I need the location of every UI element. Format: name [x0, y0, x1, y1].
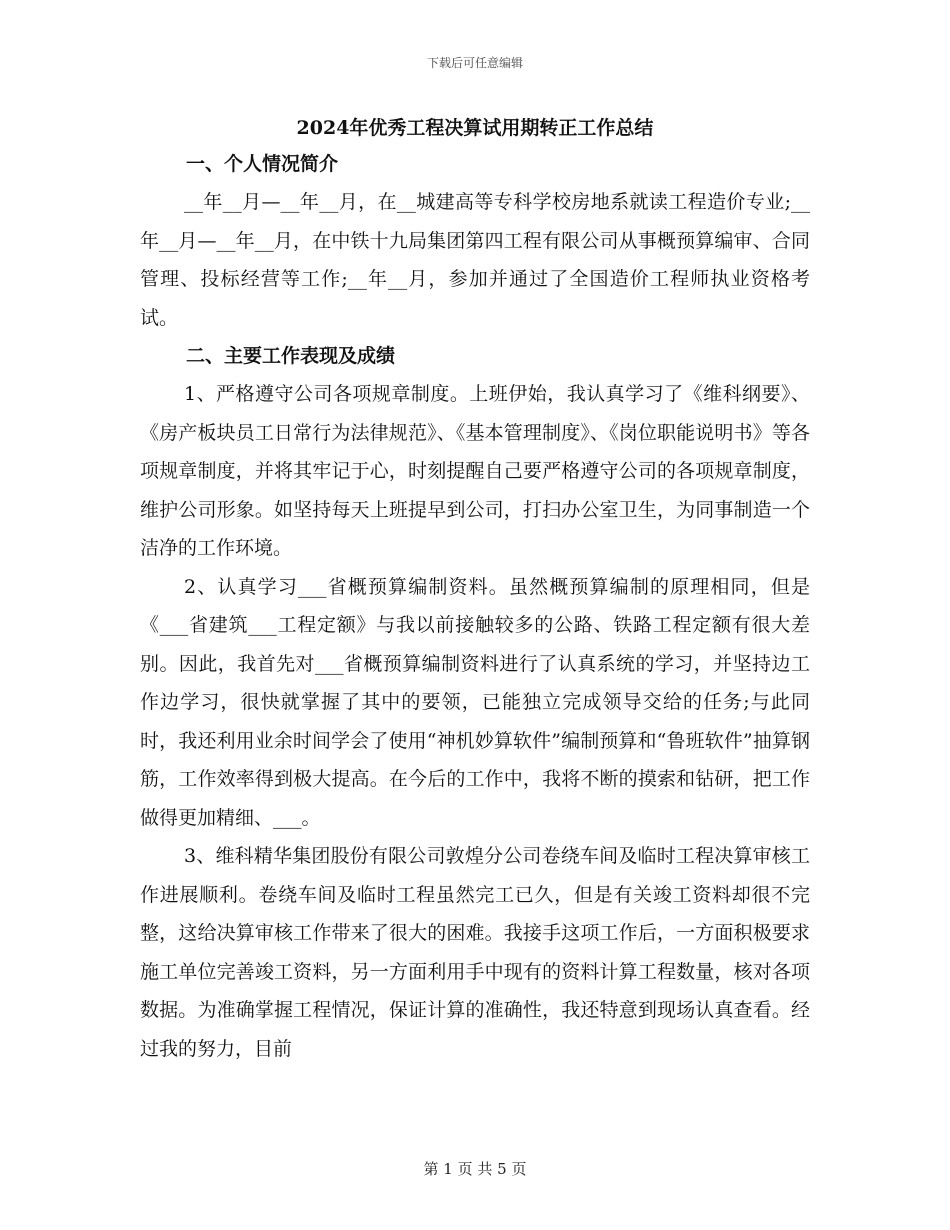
- section-heading-personal-info: 一、个人情况简介: [186, 153, 339, 175]
- document-body: [140, 145, 810, 1068]
- section-heading-main-work: 二、主要工作表现及成绩: [186, 345, 396, 367]
- document-title: 2024年优秀工程决算试用期转正工作总结: [296, 117, 654, 139]
- page-header-note: 下载后可任意编辑: [426, 56, 523, 70]
- paragraph-budget-study: 2、认真学习___省概预算编制资料。虽然概预算编制的原理相同，但是《___省建筑___工程定额》与我以前接触较多的公路、铁路工程定额有很大差别。因此，我首先对___省概预算编制资料进行了认真系统的学习，并坚持边工作边学习，很快就掌握了其中的要领，已能独立完成领导交给的任务;与此同时，我还利用业余时间学会了使用“神机妙算软件”编制预算和“鲁班软件”抽算钢筋，工作效率得到极大提高。在今后的工作中，我将不断的摸索和钻研，把工作做得更加精细、___。: [140, 575, 810, 829]
- paragraph-personal-info: __年__月—__年__月，在__城建高等专科学校房地系就读工程造价专业;__年__月—__年__月，在中铁十九局集团第四工程有限公司从事概预算编审、合同管理、投标经营等工作;__年__月，参加并通过了全国造价工程师执业资格考试。: [140, 191, 810, 329]
- paragraph-settlement-review: 3、维科精华集团股份有限公司敦煌分公司卷绕车间及临时工程决算审核工作进展顺利。卷绕车间及临时工程虽然完工已久，但是有关竣工资料却很不完整，这给决算审核工作带来了很大的困难。我接手这项工作后，一方面积极要求施工单位完善竣工资料，另一方面利用手中现有的资料计算工程数量，核对各项数据。为准确掌握工程情况，保证计算的准确性，我还特意到现场认真查看。经过我的努力，目前: [140, 845, 810, 1060]
- paragraph-rules-compliance: 1、严格遵守公司各项规章制度。上班伊始，我认真学习了《维科纲要》、《房产板块员工日常行为法律规范》、《基本管理制度》、《岗位职能说明书》等各项规章制度，并将其牢记于心，时刻提醒自己要严格遵守公司的各项规章制度，维护公司形象。如坚持每天上班提早到公司，打扫办公室卫生，为同事制造一个洁净的工作环境。: [140, 383, 810, 559]
- page-number: 第 1 页 共 5 页: [423, 1160, 527, 1178]
